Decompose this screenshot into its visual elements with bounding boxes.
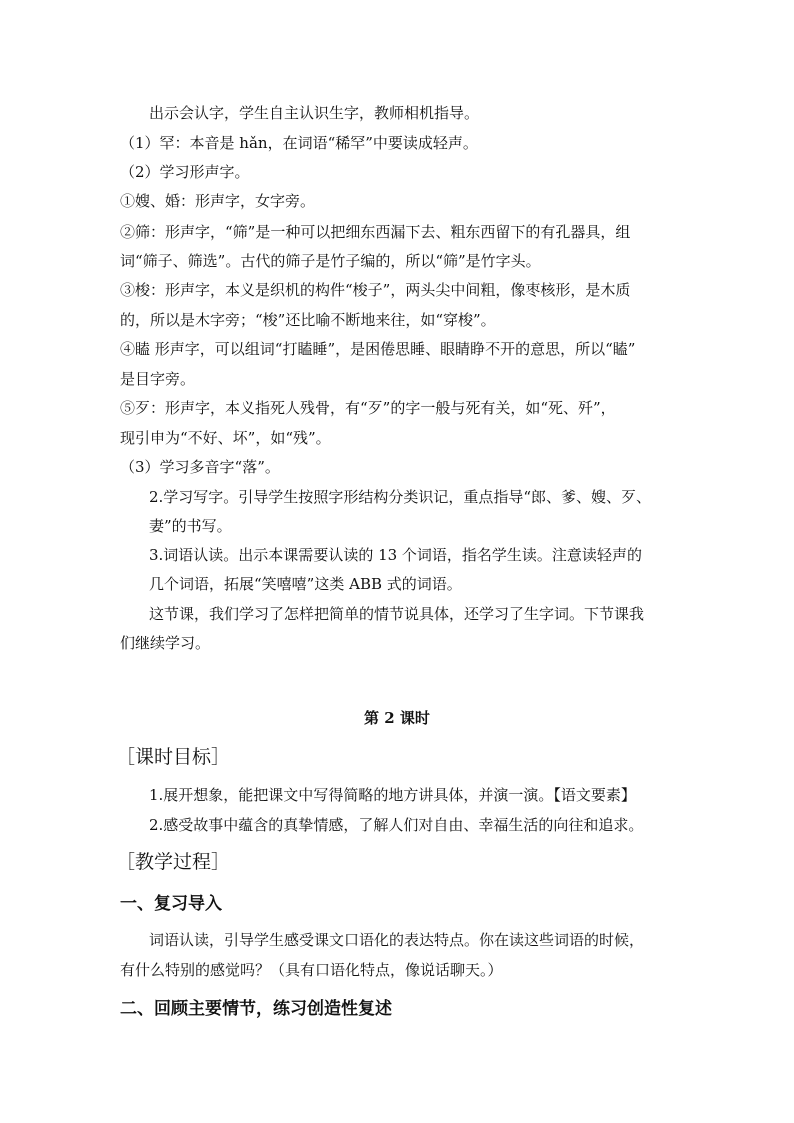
goal-1: 1.展开想象，能把课文中写得简略的地方讲具体，并演一演。【语文要素】 — [149, 786, 636, 804]
goal-2: 2.感受故事中蕴含的真挚情感，了解人们对自由、幸福生活的向往和追求。 — [149, 816, 644, 834]
section-1-heading: 一、复习导入 — [120, 894, 222, 914]
summary-line2: 们继续学习。 — [120, 634, 211, 652]
char-note-2-line1: ②筛：形声字，“筛”是一种可以把细东西漏下去、粗东西留下的有孔器具，组 — [120, 223, 631, 241]
lesson-title: 第 2 课时 — [364, 709, 430, 727]
step-3-line2: 几个词语，拓展“笑嘻嘻”这类 ABB 式的词语。 — [149, 575, 462, 593]
item-1-line: （1）罕：本音是 hǎn，在词语“稀罕”中要读成轻声。 — [120, 134, 478, 152]
char-note-1: ①嫂、婚：形声字，女字旁。 — [120, 192, 316, 210]
process-heading: ［教学过程］ — [116, 851, 231, 873]
section-1-line1: 词语认读，引导学生感受课文口语化的表达特点。你在读这些词语的时候， — [149, 931, 645, 949]
goals-heading: ［课时目标］ — [116, 746, 231, 768]
section-1-line2: 有什么特别的感觉吗？（具有口语化特点，像说话聊天。） — [120, 961, 503, 979]
char-note-5-line1: ⑤歹：形声字，本义指死人残骨，有“歹”的字一般与死有关，如“死、歼”， — [120, 399, 616, 417]
item-3-heading: （3）学习多音字“落”。 — [120, 458, 280, 476]
item-2-heading: （2）学习形声字。 — [120, 163, 250, 181]
char-note-3-line1: ③梭：形声字，本义是织机的构件“梭子”，两头尖中间粗，像枣核形，是木质 — [120, 281, 631, 299]
step-2-line2: 妻”的书写。 — [149, 517, 232, 535]
paragraph-intro: 出示会认字，学生自主认识生字，教师相机指导。 — [149, 104, 480, 122]
char-note-3-line2: 的，所以是木字旁；“梭”还比喻不断地来往，如“穿梭”。 — [120, 311, 496, 329]
char-note-4-line2: 是目字旁。 — [120, 370, 196, 388]
char-note-5-line2: 现引申为“不好、坏”，如“残”。 — [120, 429, 331, 447]
step-2-line1: 2.学习写字。引导学生按照字形结构分类识记，重点指导“郎、爹、嫂、歹、 — [149, 488, 651, 506]
char-note-2-line2: 词“筛子、筛选”。古代的筛子是竹子编的，所以“筛”是竹字头。 — [120, 252, 541, 270]
section-2-heading: 二、回顾主要情节，练习创造性复述 — [120, 999, 392, 1019]
char-note-4-line1: ④瞌 形声字，可以组词“打瞌睡”，是困倦思睡、眼睛睁不开的意思，所以“瞌” — [120, 340, 636, 358]
step-3-line1: 3.词语认读。出示本课需要认读的 13 个词语，指名学生读。注意读轻声的 — [149, 546, 642, 564]
summary-line1: 这节课，我们学习了怎样把简单的情节说具体，还学习了生字词。下节课我 — [149, 605, 645, 623]
